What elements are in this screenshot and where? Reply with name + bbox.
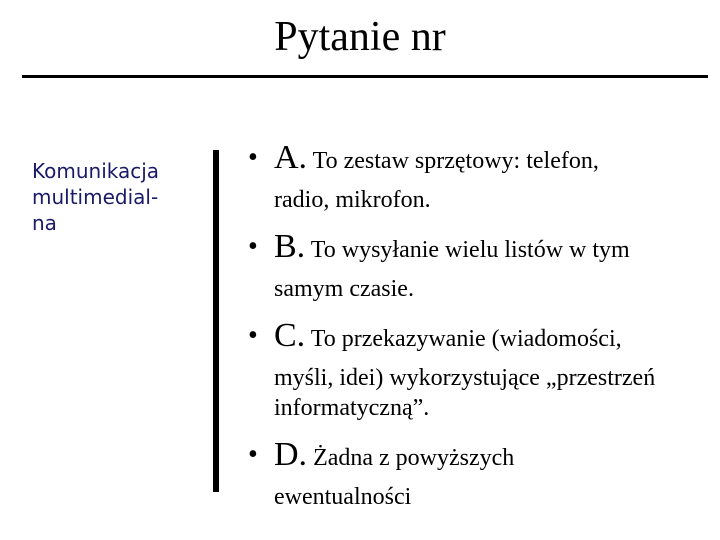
answer-text: Żadna z powyższych	[307, 445, 515, 471]
answer-continuation: samym czasie.	[274, 276, 414, 302]
answer-continuation: myśli, idei) wykorzystujące „przestrzeń informatyczną”.	[274, 365, 656, 421]
answer-letter: D.	[274, 436, 308, 473]
answer-head	[274, 227, 708, 270]
page-title: Pytanie nr	[274, 14, 446, 60]
answer-text: To wysyłanie wielu listów w tym	[305, 237, 630, 263]
answer-continuation: ewentualności	[274, 484, 412, 510]
answer-head	[274, 435, 708, 478]
vertical-divider	[213, 150, 219, 492]
answer-text: To przekazywanie (wiadomości,	[305, 326, 622, 352]
category-line: na	[32, 211, 57, 235]
bullet-icon: •	[248, 320, 258, 351]
category-line: Komunikacja	[32, 159, 160, 183]
answer-head	[274, 138, 708, 181]
answer-list	[248, 138, 708, 512]
answer-text: To zestaw sprzętowy: telefon,	[307, 148, 599, 174]
answer-letter: B.	[274, 228, 306, 265]
bullet-icon: •	[248, 142, 258, 173]
title-divider	[22, 75, 708, 78]
answer-letter: C.	[274, 317, 306, 354]
answer-head	[274, 316, 708, 359]
answer-option-c[interactable]	[248, 316, 708, 423]
answer-letter: A.	[274, 139, 308, 176]
answer-option-b[interactable]	[248, 227, 708, 304]
answer-option-d[interactable]	[248, 435, 708, 512]
answer-continuation: radio, mikrofon.	[274, 187, 431, 213]
category-line: multimedial-	[32, 185, 159, 209]
answer-option-a[interactable]	[248, 138, 708, 215]
bullet-icon: •	[248, 439, 258, 470]
bullet-icon: •	[248, 231, 258, 262]
question-category	[32, 158, 202, 236]
